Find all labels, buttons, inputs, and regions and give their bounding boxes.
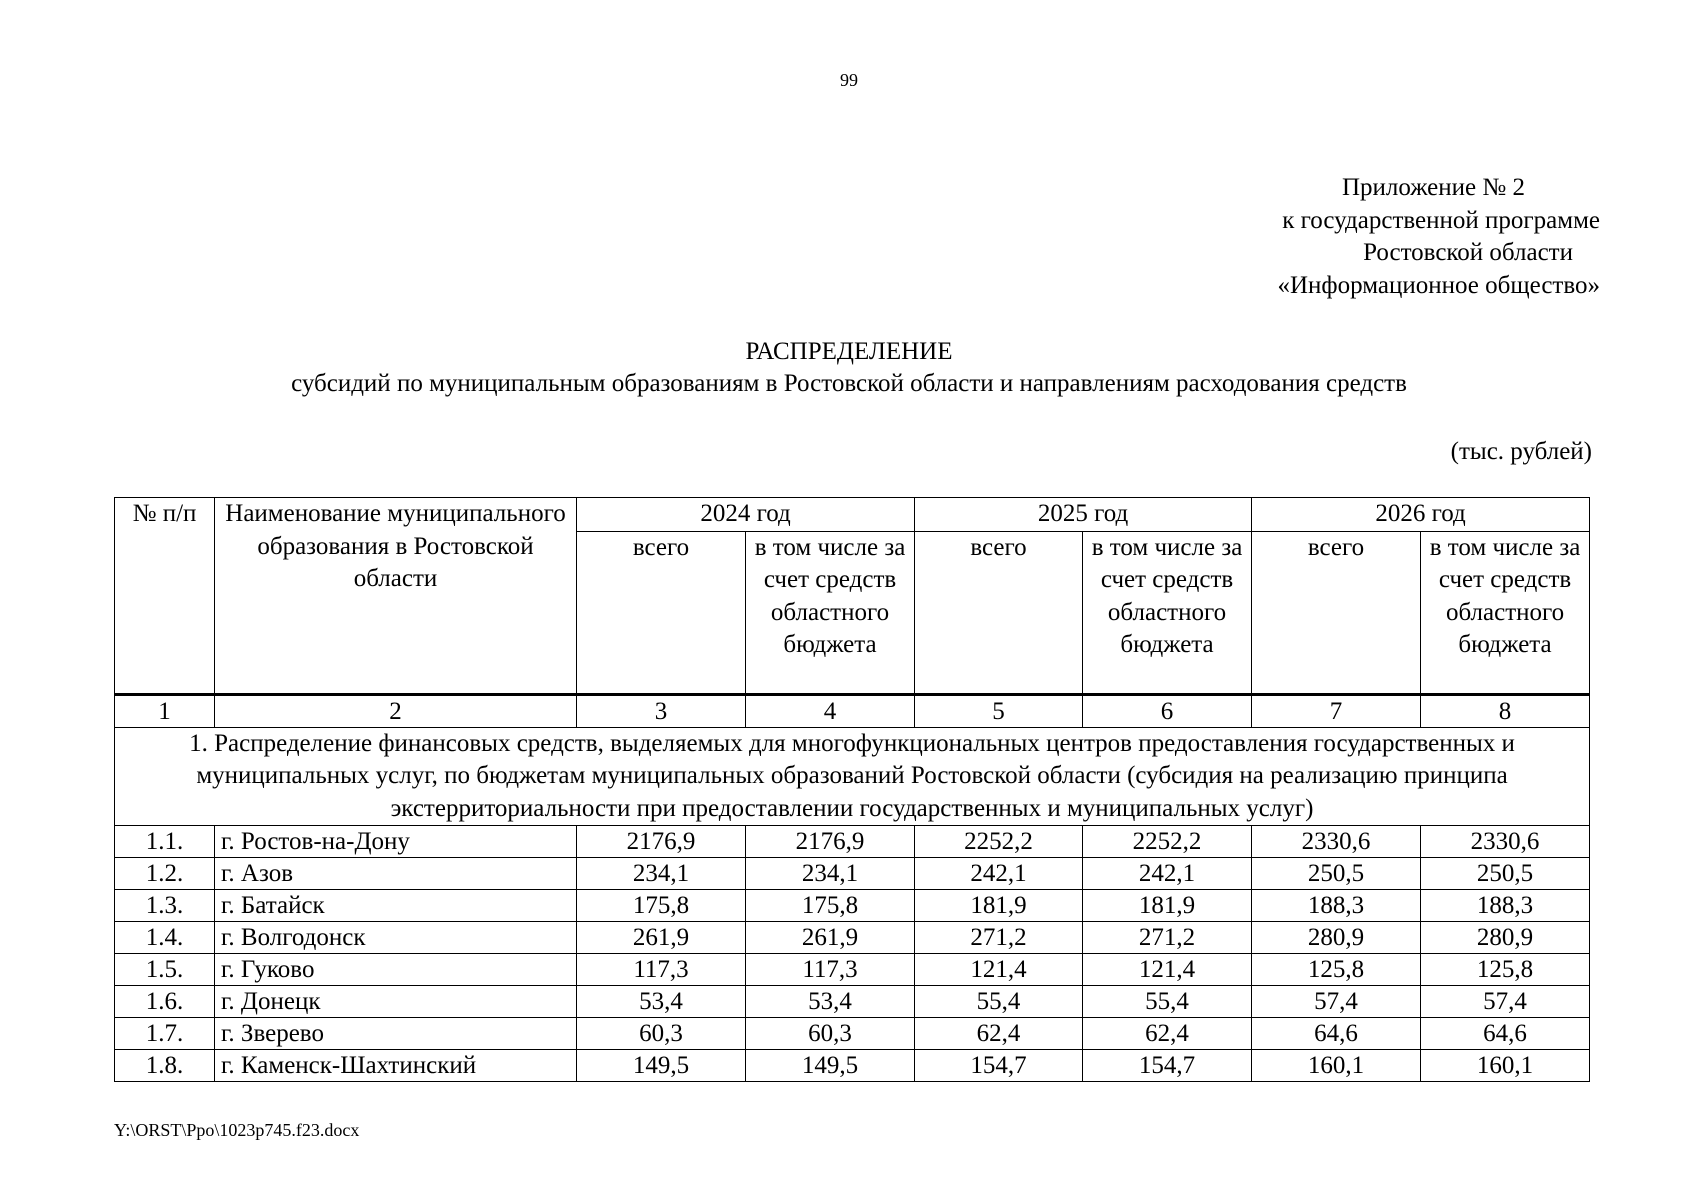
municipality-name-cell: г. Волгодонск	[215, 922, 577, 954]
document-title: РАСПРЕДЕЛЕНИЕ	[745, 338, 953, 365]
row-number-cell: 1.6.	[115, 986, 215, 1018]
column-number: 3	[577, 694, 746, 727]
row-number-cell: 1.4.	[115, 922, 215, 954]
row-number-cell: 1.7.	[115, 1018, 215, 1050]
value-cell: 271,2	[915, 922, 1083, 954]
value-cell: 2330,6	[1421, 826, 1590, 858]
row-number-cell: 1.1.	[115, 826, 215, 858]
column-number: 1	[115, 694, 215, 727]
header-name: Наименование муниципального образования в Ростовской области	[215, 498, 577, 695]
value-cell: 53,4	[577, 986, 746, 1018]
municipality-name-cell: г. Каменск-Шахтинский	[215, 1050, 577, 1082]
column-number: 7	[1252, 694, 1421, 727]
value-cell: 149,5	[577, 1050, 746, 1082]
section-title-row	[115, 727, 1590, 826]
value-cell: 125,8	[1421, 954, 1590, 986]
document-subtitle: субсидий по муниципальным образованиям в Ростовской области и направлениям расходования средств	[291, 370, 1407, 397]
appendix-line-3: Ростовской области	[1363, 239, 1573, 266]
value-cell: 154,7	[1083, 1050, 1252, 1082]
row-number-cell: 1.2.	[115, 858, 215, 890]
column-number: 4	[746, 694, 915, 727]
appendix-line-2: к государственной программе	[1282, 206, 1600, 234]
value-cell: 53,4	[746, 986, 915, 1018]
value-cell: 60,3	[746, 1018, 915, 1050]
value-cell: 250,5	[1421, 858, 1590, 890]
appendix-block	[1140, 172, 1600, 302]
header-num: № п/п	[115, 498, 215, 695]
table-row	[115, 890, 1590, 922]
header-regional-2024: в том числе за счет средств областного бюджета	[746, 531, 915, 694]
value-cell: 62,4	[915, 1018, 1083, 1050]
value-cell: 2176,9	[577, 826, 746, 858]
section-title: 1. Распределение финансовых средств, выделяемых для многофункциональных центров предоставления государственных и муниципальных услуг, по бюджетам муниципальных образований Ростовской области (субсидия на реализацию принципа экстерриториальности при предоставлении государственных и муниципальных услуг)	[115, 727, 1590, 826]
value-cell: 117,3	[746, 954, 915, 986]
header-year-2024: 2024 год	[577, 498, 915, 532]
value-cell: 280,9	[1421, 922, 1590, 954]
table-row	[115, 826, 1590, 858]
table-row	[115, 1050, 1590, 1082]
value-cell: 250,5	[1252, 858, 1421, 890]
value-cell: 160,1	[1252, 1050, 1421, 1082]
municipality-name-cell: г. Гуково	[215, 954, 577, 986]
distribution-table	[114, 497, 1590, 1082]
value-cell: 181,9	[915, 890, 1083, 922]
appendix-line-4: «Информационное общество»	[1277, 271, 1600, 299]
header-row-years	[115, 498, 1590, 532]
value-cell: 64,6	[1252, 1018, 1421, 1050]
value-cell: 261,9	[746, 922, 915, 954]
units-label: (тыс. рублей)	[1450, 438, 1592, 465]
column-number: 5	[915, 694, 1083, 727]
value-cell: 242,1	[915, 858, 1083, 890]
table-row	[115, 954, 1590, 986]
column-number: 6	[1083, 694, 1252, 727]
value-cell: 271,2	[1083, 922, 1252, 954]
value-cell: 117,3	[577, 954, 746, 986]
value-cell: 2252,2	[1083, 826, 1252, 858]
data-rows	[115, 826, 1590, 1082]
value-cell: 121,4	[1083, 954, 1252, 986]
value-cell: 175,8	[746, 890, 915, 922]
header-regional-2025: в том числе за счет средств областного бюджета	[1083, 531, 1252, 694]
value-cell: 149,5	[746, 1050, 915, 1082]
value-cell: 154,7	[915, 1050, 1083, 1082]
value-cell: 181,9	[1083, 890, 1252, 922]
column-number: 8	[1421, 694, 1590, 727]
municipality-name-cell: г. Азов	[215, 858, 577, 890]
value-cell: 57,4	[1252, 986, 1421, 1018]
value-cell: 160,1	[1421, 1050, 1590, 1082]
value-cell: 125,8	[1252, 954, 1421, 986]
municipality-name-cell: г. Ростов-на-Дону	[215, 826, 577, 858]
value-cell: 121,4	[915, 954, 1083, 986]
value-cell: 261,9	[577, 922, 746, 954]
value-cell: 175,8	[577, 890, 746, 922]
header-total-2026: всего	[1252, 531, 1421, 694]
row-number-cell: 1.5.	[115, 954, 215, 986]
table-row	[115, 922, 1590, 954]
header-total-2024: всего	[577, 531, 746, 694]
row-number-cell: 1.8.	[115, 1050, 215, 1082]
header-total-2025: всего	[915, 531, 1083, 694]
value-cell: 2252,2	[915, 826, 1083, 858]
column-numbers-row	[115, 694, 1590, 727]
value-cell: 2176,9	[746, 826, 915, 858]
municipality-name-cell: г. Донецк	[215, 986, 577, 1018]
header-regional-2026: в том числе за счет средств областного бюджета	[1421, 531, 1590, 694]
table-row	[115, 858, 1590, 890]
value-cell: 188,3	[1421, 890, 1590, 922]
file-path-footer: Y:\ORST\Ppo\1023p745.f23.docx	[114, 1120, 360, 1140]
table-row	[115, 986, 1590, 1018]
value-cell: 62,4	[1083, 1018, 1252, 1050]
appendix-line-1: Приложение № 2	[1341, 174, 1525, 201]
page-number: 99	[840, 70, 858, 90]
value-cell: 60,3	[577, 1018, 746, 1050]
value-cell: 242,1	[1083, 858, 1252, 890]
municipality-name-cell: г. Батайск	[215, 890, 577, 922]
row-number-cell: 1.3.	[115, 890, 215, 922]
header-year-2025: 2025 год	[915, 498, 1252, 532]
value-cell: 57,4	[1421, 986, 1590, 1018]
municipality-name-cell: г. Зверево	[215, 1018, 577, 1050]
value-cell: 280,9	[1252, 922, 1421, 954]
value-cell: 234,1	[746, 858, 915, 890]
value-cell: 55,4	[1083, 986, 1252, 1018]
value-cell: 234,1	[577, 858, 746, 890]
value-cell: 55,4	[915, 986, 1083, 1018]
value-cell: 188,3	[1252, 890, 1421, 922]
value-cell: 2330,6	[1252, 826, 1421, 858]
header-year-2026: 2026 год	[1252, 498, 1590, 532]
value-cell: 64,6	[1421, 1018, 1590, 1050]
column-number: 2	[215, 694, 577, 727]
table-row	[115, 1018, 1590, 1050]
